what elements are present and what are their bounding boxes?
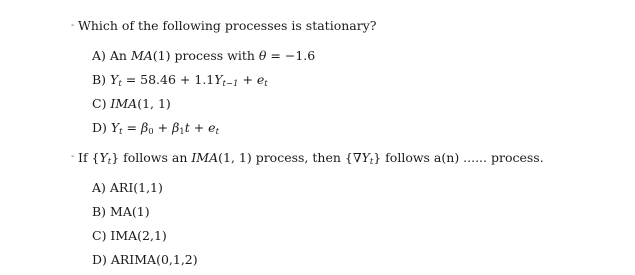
option-b-lhs: Y (110, 72, 119, 87)
option-b-e-sub: t (264, 79, 268, 89)
option-d-beta1-sub: 1 (179, 127, 185, 137)
option-d-lhs-sub: t (119, 127, 123, 137)
option-d-t: t (184, 120, 190, 135)
question-1-option-d (92, 120, 219, 136)
option-d-beta1: β (172, 120, 180, 135)
option-b-plus: + (238, 72, 257, 87)
question-1-marker: - (71, 20, 75, 31)
question-2-option-a: A) ARI(1,1) (92, 180, 163, 195)
q2-stem-mid: } follows an (111, 150, 192, 165)
option-b-y2-sub: t−1 (222, 79, 239, 89)
q2-y2: Y (361, 150, 370, 165)
option-a-theta: θ (258, 48, 267, 63)
option-c-model-arg: (1, 1) (137, 96, 171, 111)
option-d-e-sub: t (215, 127, 219, 137)
option-a-rest: process with (170, 48, 259, 63)
q2-y2-sub: t (369, 157, 374, 167)
option-b-lhs-sub: t (118, 79, 122, 89)
option-d-eq: = (122, 120, 141, 135)
q2-stem-post: } follows a(n) ...... process. (373, 150, 544, 165)
question-2-option-c: C) IMA(2,1) (92, 228, 167, 243)
option-c-label: C) (92, 96, 111, 111)
question-1-stem: Which of the following processes is stationary? (78, 18, 377, 33)
question-2-marker: - (71, 151, 75, 162)
q2-stem-pre: If { (78, 150, 100, 165)
option-d-beta0-sub: 0 (148, 127, 154, 137)
question-1-option-a (92, 48, 315, 64)
option-b-e: e (256, 72, 265, 87)
option-a-label: A) An (92, 48, 131, 63)
question-1-option-c (92, 96, 171, 112)
q2-y-sub: t (107, 157, 112, 167)
option-d-label: D) (92, 120, 111, 135)
option-d-plus2: + (189, 120, 209, 135)
option-b-y2: Y (214, 72, 223, 87)
q2-y: Y (99, 150, 108, 165)
question-2-option-b: B) MA(1) (92, 204, 150, 219)
option-d-beta0: β (140, 120, 149, 135)
option-a-model-arg: (1) (152, 48, 171, 63)
option-d-e: e (208, 120, 216, 135)
question-1-option-b (92, 72, 268, 88)
q2-model-arg: (1, 1) process, then {∇ (218, 150, 362, 165)
option-a-equation: = −1.6 (266, 48, 316, 63)
question-2-stem (78, 150, 544, 166)
question-2-option-d: D) ARIMA(0,1,2) (92, 252, 198, 267)
option-b-label: B) (92, 72, 111, 87)
option-a-model: MA (130, 48, 153, 63)
option-d-plus1: + (153, 120, 173, 135)
option-c-model: IMA (110, 96, 138, 111)
q2-model: IMA (191, 150, 219, 165)
option-b-eq: = 58.46 + 1.1 (121, 72, 215, 87)
option-d-lhs: Y (110, 120, 120, 135)
